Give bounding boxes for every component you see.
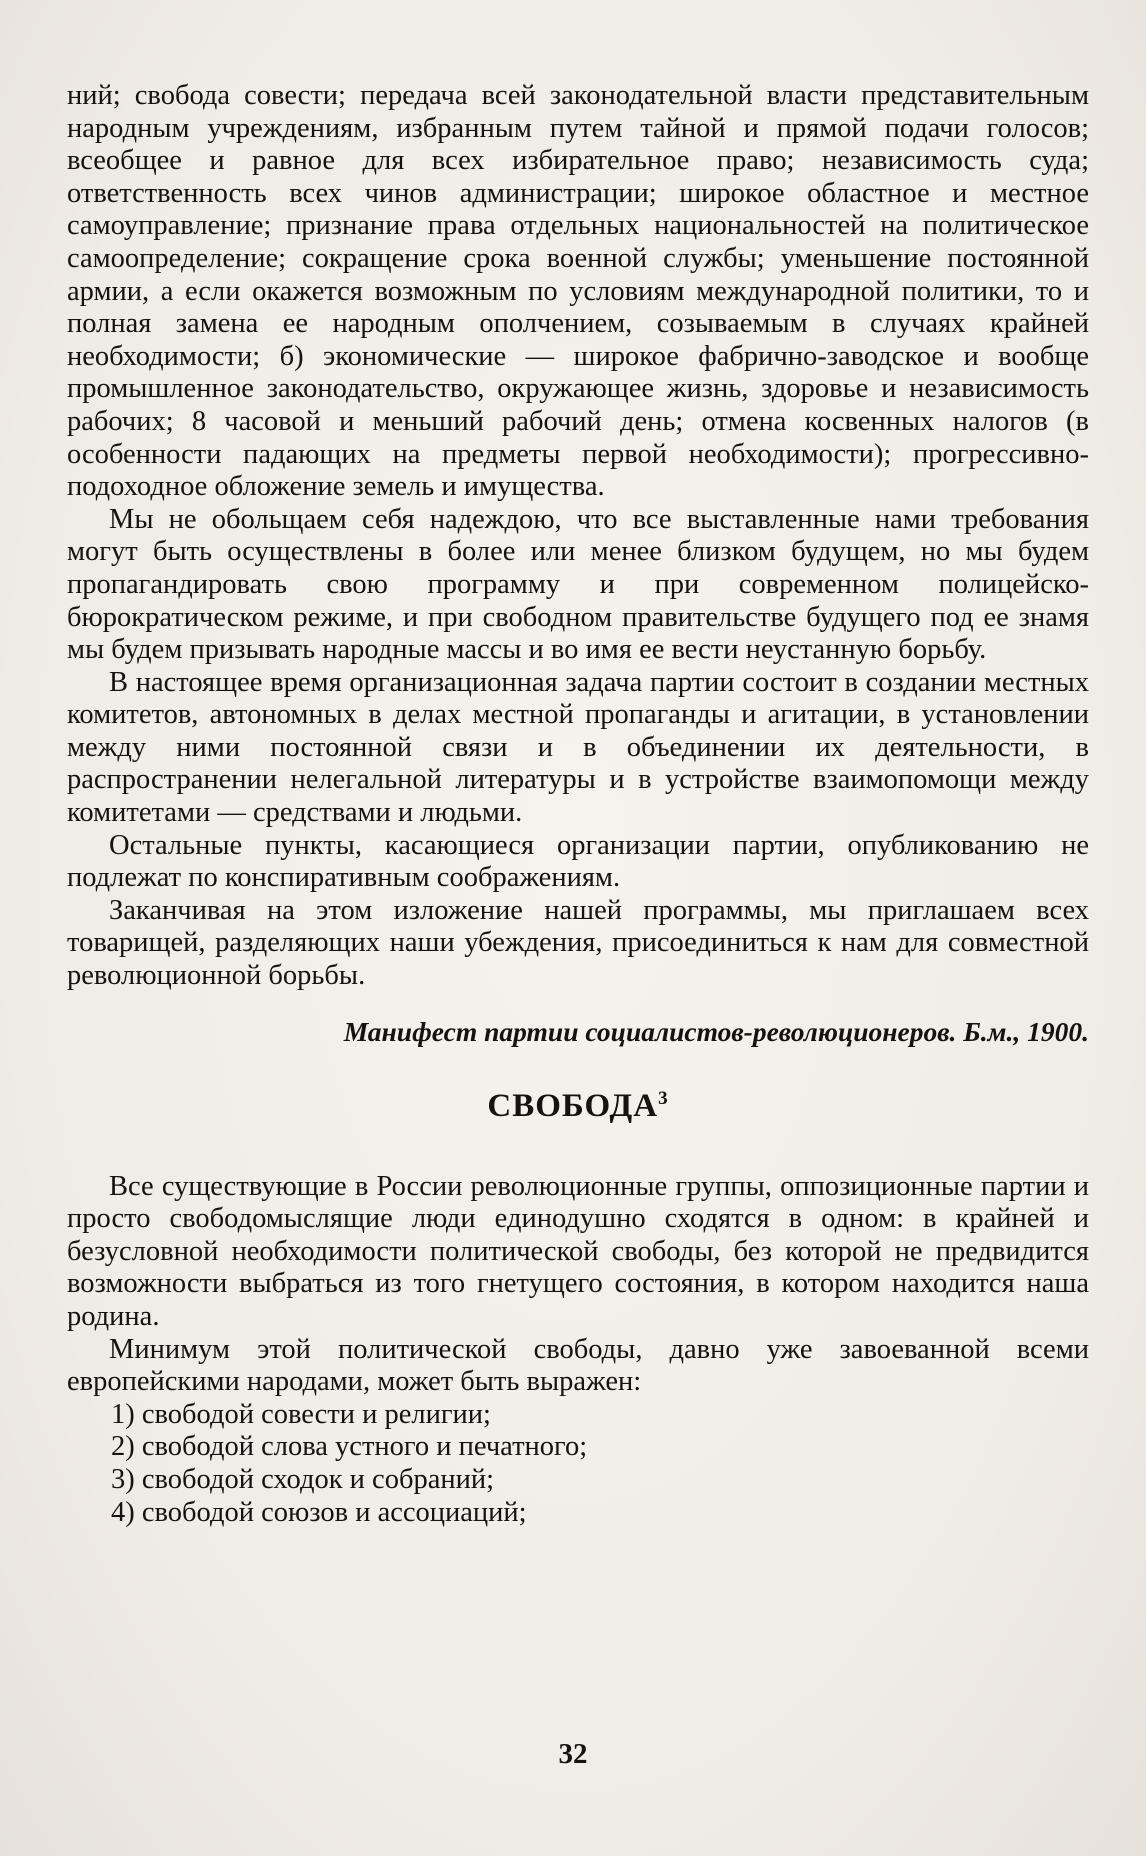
page-number: 32 [558, 1738, 588, 1770]
section-heading-title: СВОБОДА [487, 1087, 659, 1124]
paragraph-propaganda: Мы не обольщаем себя надеждою, что все выставленные нами требования могут быть осуществлены в более или менее близком будущем, но мы будем пропагандировать свою программу и при современном полицейско-бюрократическом режиме, и при свободном правительстве будущего под ее знамя мы будем призывать народные массы и во имя ее вести неустанную борьбу. [67, 503, 1089, 666]
paragraph-organization-task: В настоящее время организационная задача партии состоит в создании местных комитетов, автономных в делах местной пропаганды и агитации, в установлении между ними постоянной связи и в объединении их деятельности, в распространении нелегальной литературы и в устройстве взаимопомощи между комитетами — средствами и людьми. [67, 666, 1089, 829]
source-citation: Манифест партии социалистов-революционеров. Б.м., 1900. [343, 1015, 1089, 1047]
paragraph-closing-invitation: Заканчивая на этом изложение нашей программы, мы приглашаем всех товарищей, разделяющих наши убеждения, присоединиться к нам для совместной революционной борьбы. [67, 894, 1089, 992]
section-heading [67, 1086, 1089, 1126]
freedoms-list [67, 1399, 1089, 1529]
paragraph-political-freedom: Все существующие в России революционные группы, оппозиционные партии и просто свободомыслящие люди единодушно сходятся в одном: в крайней и безусловной необходимости политической свободы, без которой не предвидится возможности выбраться из того гнетущего состояния, в котором находится наша родина. [67, 1170, 1089, 1332]
section-freedom-body [67, 1171, 1089, 1530]
page-body [67, 80, 1089, 1529]
paragraph-conspiracy: Остальные пункты, касающиеся организации партии, опубликованию не подлежат по конспиративным соображениям. [67, 829, 1089, 894]
paragraph-program-demands: ний; свобода совести; передача всей законодательной власти представительным народным учреждениям, избранным путем тайной и прямой подачи голосов; всеобщее и равное для всех избирательное право; независимость суда; ответственность всех чинов администрации; широкое областное и местное самоуправление; признание права отдельных национальностей на политическое самоопределение; сокращение срока военной службы; уменьшение постоянной армии, а если окажется возможным по условиям международной политики, то и полная замена ее народным ополчением, созываемым в случаях крайней необходимости; б) экономические — широкое фабрично-заводское и вообще промышленное законодательство, окружающее жизнь, здоровье и независимость рабочих; 8 часовой и меньший рабочий день; отмена косвенных налогов (в особенности падающих на предметы первой необходимости); прогрессивно-подоходное обложение земель и имущества. [67, 80, 1089, 503]
list-item: 4) свободой союзов и ассоциаций; [111, 1496, 527, 1528]
list-item: 1) свободой совести и религии; [111, 1398, 491, 1430]
list-item: 3) свободой сходок и собраний; [111, 1463, 495, 1495]
paragraph-minimum-freedom: Минимум этой политической свободы, давно уже завоеванной всеми европейскими народами, может быть выражен: [67, 1333, 1089, 1398]
footnote-marker: 3 [658, 1087, 669, 1109]
list-item: 2) свободой слова устного и печатного; [111, 1431, 588, 1463]
